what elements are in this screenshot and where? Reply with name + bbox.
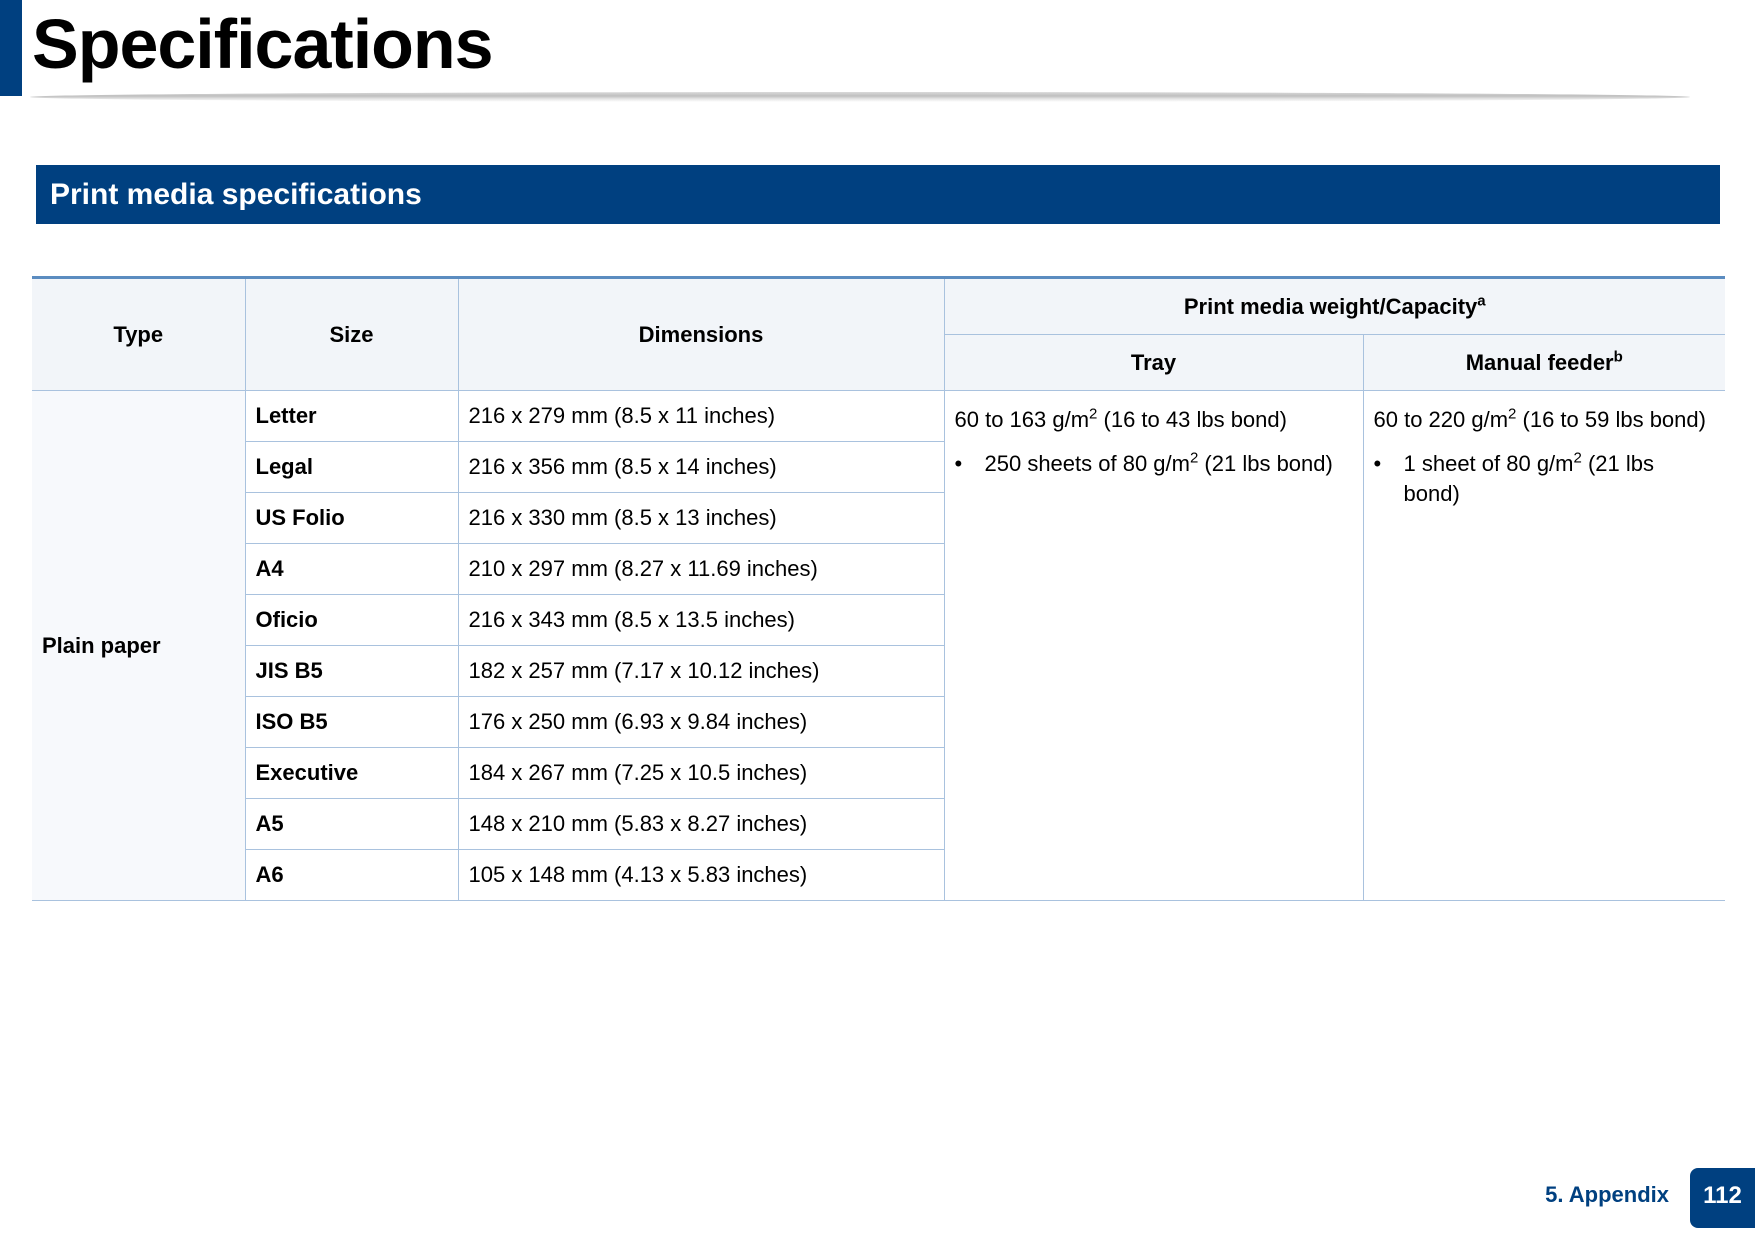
header-tray: Tray (944, 335, 1363, 391)
bullet-icon: • (954, 451, 963, 476)
page-title: Specifications (32, 5, 493, 83)
tray-capacity-cell (944, 391, 1363, 901)
manual-feeder-weight-sup: 2 (1508, 405, 1517, 423)
size-cell: ISO B5 (245, 697, 458, 748)
dimensions-cell: 216 x 279 mm (8.5 x 11 inches) (458, 391, 944, 442)
dimensions-cell: 176 x 250 mm (6.93 x 9.84 inches) (458, 697, 944, 748)
tray-weight-text-post: (16 to 43 lbs bond) (1097, 407, 1287, 432)
manual-feeder-capacity-bullet (1374, 449, 1716, 509)
dimensions-cell: 184 x 267 mm (7.25 x 10.5 inches) (458, 748, 944, 799)
footnote-marker-b: b (1613, 348, 1623, 366)
dimensions-cell: 148 x 210 mm (5.83 x 8.27 inches) (458, 799, 944, 850)
manual-feeder-capacity-cell (1363, 391, 1725, 901)
size-cell: Oficio (245, 595, 458, 646)
title-divider (30, 92, 1690, 102)
print-media-spec-table (32, 276, 1725, 901)
dimensions-cell: 216 x 330 mm (8.5 x 13 inches) (458, 493, 944, 544)
size-cell: JIS B5 (245, 646, 458, 697)
tray-capacity-sup: 2 (1189, 449, 1199, 467)
page-number-badge: 112 (1690, 1168, 1755, 1228)
header-dimensions: Dimensions (458, 278, 944, 391)
dimensions-cell: 216 x 356 mm (8.5 x 14 inches) (458, 442, 944, 493)
size-cell: A6 (245, 850, 458, 901)
tray-weight-sup: 2 (1089, 405, 1098, 423)
header-weight-capacity-label: Print media weight/Capacity (1183, 293, 1478, 319)
manual-feeder-capacity-text (1404, 449, 1716, 509)
size-cell: US Folio (245, 493, 458, 544)
tray-capacity-bullet (955, 449, 1353, 479)
bullet-icon: • (1373, 451, 1382, 476)
header-type: Type (32, 278, 245, 391)
header-manual-feeder-label: Manual feeder (1465, 349, 1614, 375)
size-cell: Letter (245, 391, 458, 442)
chapter-label: 5. Appendix (1545, 1182, 1669, 1207)
table-row (32, 391, 1725, 442)
manual-feeder-weight-text-post: (16 to 59 lbs bond) (1516, 407, 1706, 432)
tray-weight (955, 405, 1353, 435)
manual-feeder-weight (1374, 405, 1716, 435)
size-cell: Legal (245, 442, 458, 493)
size-cell: A5 (245, 799, 458, 850)
size-cell: A4 (245, 544, 458, 595)
table-header-row (32, 278, 1725, 335)
header-manual-feeder (1363, 335, 1725, 391)
footnote-marker-a: a (1477, 292, 1486, 310)
type-cell: Plain paper (32, 391, 245, 901)
dimensions-cell: 210 x 297 mm (8.27 x 11.69 inches) (458, 544, 944, 595)
tray-capacity-text-pre: 250 sheets of 80 g/m (984, 451, 1190, 476)
section-header: Print media specifications (36, 165, 1720, 224)
size-cell: Executive (245, 748, 458, 799)
dimensions-cell: 105 x 148 mm (4.13 x 5.83 inches) (458, 850, 944, 901)
manual-feeder-capacity-text-post: (21 lbs bond) (1403, 451, 1654, 506)
manual-feeder-weight-text: 60 to 220 g/m (1373, 407, 1509, 432)
manual-feeder-capacity-text-pre: 1 sheet of 80 g/m (1403, 451, 1574, 476)
header-size: Size (245, 278, 458, 391)
dimensions-cell: 216 x 343 mm (8.5 x 13.5 inches) (458, 595, 944, 646)
tray-capacity-text (985, 449, 1333, 479)
dimensions-cell: 182 x 257 mm (7.17 x 10.12 inches) (458, 646, 944, 697)
tray-capacity-text-post: (21 lbs bond) (1198, 451, 1333, 476)
manual-feeder-capacity-sup: 2 (1573, 449, 1582, 467)
tray-weight-text: 60 to 163 g/m (954, 407, 1090, 432)
header-weight-capacity (944, 278, 1725, 335)
title-accent-bar (0, 0, 22, 96)
